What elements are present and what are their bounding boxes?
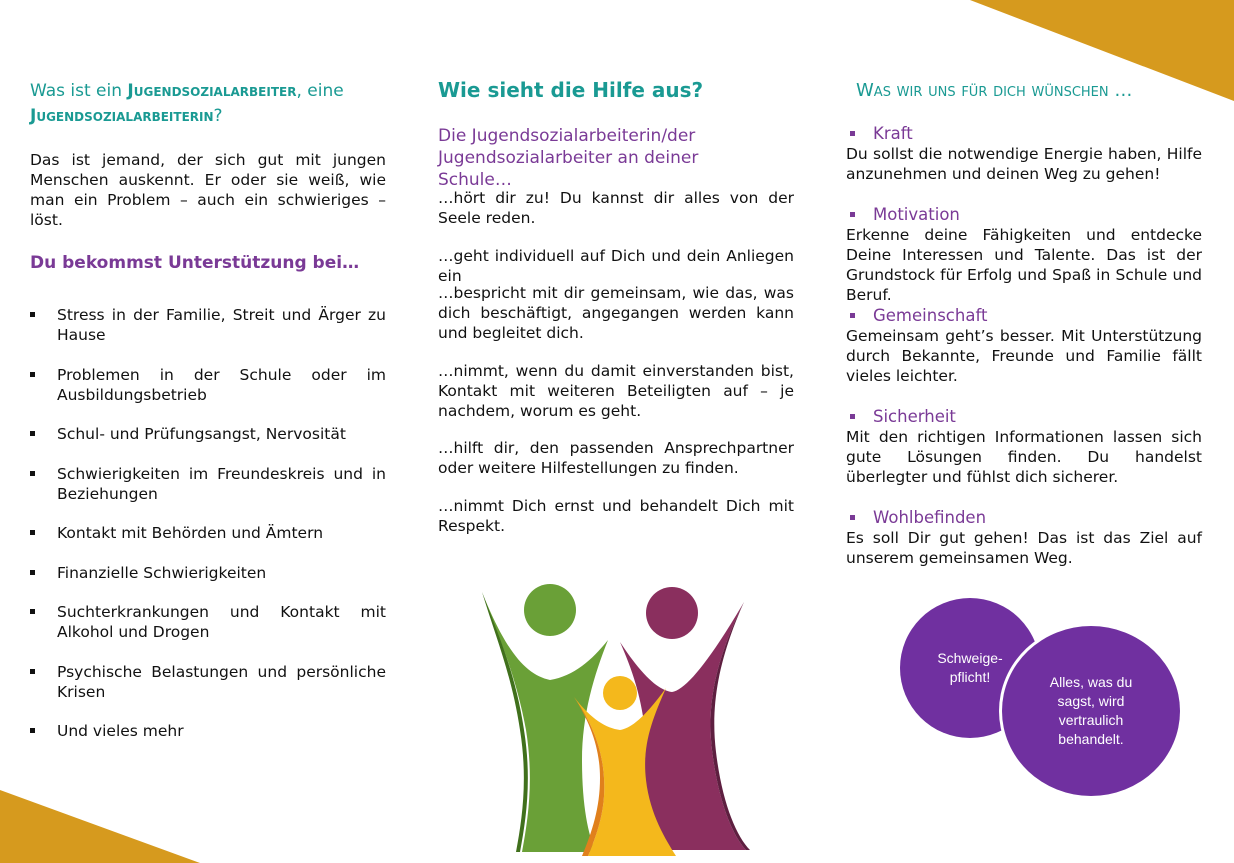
list-item: Psychische Belastungen und persönliche Krisen [30,662,386,702]
wish-title: Motivation [873,205,960,224]
wish-text: Erkenne deine Fähigkeiten und entdecke Deine Interessen und Talente. Das ist der Grundstock für Erfolg und Spaß in Schule und Beruf. [846,226,1202,304]
list-item: Kontakt mit Behörden und Ämtern [30,523,386,543]
list-item: Und vieles mehr [30,721,386,741]
bullet-square-icon [850,515,855,520]
help-paragraph: …bespricht mit dir gemeinsam, wie das, was dich beschäftigt, angegangen werden kann und begleitet dich. [438,284,794,342]
wish-wohlbefinden [846,508,1202,568]
bubble-vertraulich: Alles, was du sagst, wird vertraulich behandelt. [1002,626,1180,796]
help-paragraph: …nimmt, wenn du damit einverstanden bist, Kontakt mit weiteren Beteiligten auf – je nachdem, worum es geht. [438,362,794,420]
term-jugendsozialarbeiter: Jugendsozialarbeiter [127,81,297,101]
list-item: Schwierigkeiten im Freundeskreis und in Beziehungen [30,464,386,504]
intro-text: Das ist jemand, der sich gut mit jungen Menschen auskennt. Er oder sie weiß, wie man ein Problem – auch ein schwieriges – löst. [30,151,386,229]
help-subheading: Die Jugendsozialarbeiterin/der Jugendsozialarbeiter an deiner Schule… [438,126,699,190]
wish-title: Kraft [873,124,913,143]
wish-title: Gemeinschaft [873,306,988,325]
wish-text: Mit den richtigen Informationen lassen sich gute Lösungen finden. Du handelst überlegter und fühlst dich sicherer. [846,428,1202,486]
bullet-square-icon [850,414,855,419]
list-item: Stress in der Familie, Streit und Ärger zu Hause [30,305,386,345]
wish-title: Sicherheit [873,407,956,426]
support-heading: Du bekommst Unterstützung bei… [30,253,360,273]
list-item: Suchterkrankungen und Kontakt mit Alkohol und Drogen [30,602,386,642]
wish-text: Du sollst die notwendige Energie haben, Hilfe anzunehmen und deinen Weg zu gehen! [846,145,1202,183]
wish-text: Es soll Dir gut gehen! Das ist das Ziel auf unserem gemeinsamen Weg. [846,529,1202,567]
left-heading: Was ist ein Jugendsozialarbeiter, eine Jugendsozialarbeiterin? [30,81,344,126]
help-heading: Wie sieht die Hilfe aus? [438,78,704,102]
wish-motivation [846,205,1202,305]
bubble-schweigepflicht: Schweige- pflicht! [900,598,1040,738]
bullet-square-icon [850,212,855,217]
bullet-square-icon [850,313,855,318]
wish-sicherheit [846,407,1202,487]
wish-text: Gemeinsam geht’s besser. Mit Unterstützung durch Bekannte, Freunde und Familie fällt vieles leichter. [846,327,1202,385]
bullet-square-icon [850,131,855,136]
wish-title: Wohlbefinden [873,508,987,527]
list-item: Finanzielle Schwierigkeiten [30,563,386,583]
family-illustration [470,580,760,863]
term-jugendsozialarbeiterin: Jugendsozialarbeiterin [30,106,214,126]
help-paragraph: …hilft dir, den passenden Ansprechpartner oder weitere Hilfestellungen zu finden. [438,439,794,477]
wish-kraft [846,124,1202,184]
list-item: Problemen in der Schule oder im Ausbildungsbetrieb [30,365,386,405]
wish-gemeinschaft [846,306,1202,386]
corner-decoration-bottom-left [0,790,200,863]
help-paragraph: …nimmt Dich ernst und behandelt Dich mit Respekt. [438,497,794,535]
help-paragraph: …hört dir zu! Du kannst dir alles von der Seele reden. [438,189,794,227]
list-item: Schul- und Prüfungsangst, Nervosität [30,424,386,444]
help-paragraph: …geht individuell auf Dich und dein Anliegen ein [438,247,794,285]
wishes-heading: Was wir uns für dich wünschen … [856,80,1133,101]
